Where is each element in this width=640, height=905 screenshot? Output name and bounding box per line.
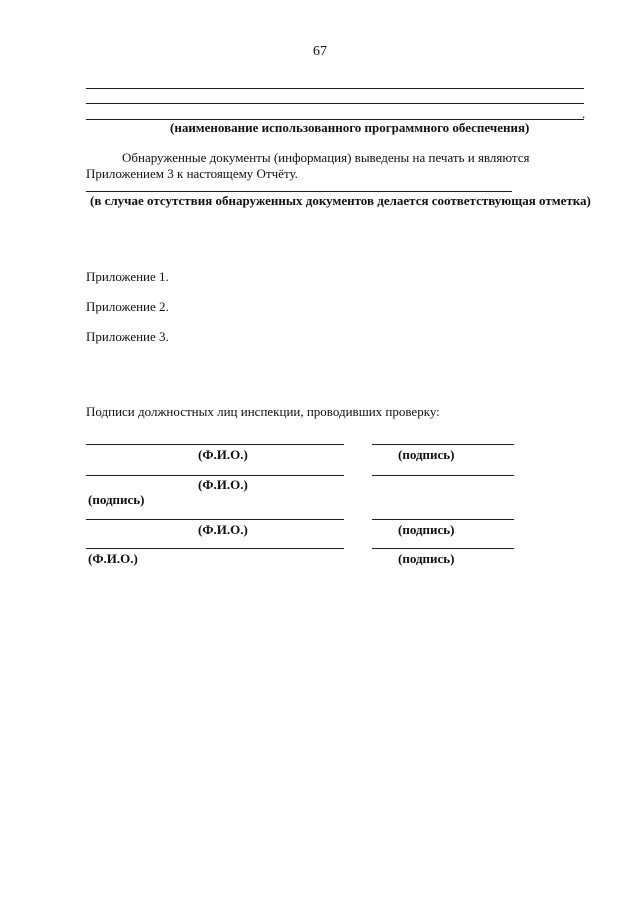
signature-row-4-sign-caption: (подпись) xyxy=(398,551,455,566)
software-line-1 xyxy=(86,88,584,89)
signature-row-1-fio-line xyxy=(86,444,344,445)
software-caption: (наименование использованного программного обеспечения) xyxy=(170,120,530,135)
signature-row-3-fio-caption: (Ф.И.О.) xyxy=(198,522,248,537)
appendix-2: Приложение 2. xyxy=(86,299,169,314)
signature-row-1-fio-caption: (Ф.И.О.) xyxy=(198,447,248,462)
absence-note-caption: (в случае отсутствия обнаруженных документов делается соответствующая отметка) xyxy=(90,193,591,208)
printed-documents-paragraph xyxy=(86,150,588,182)
signature-row-2-sign-line xyxy=(372,475,514,476)
signature-row-4-fio-caption: (Ф.И.О.) xyxy=(88,551,138,566)
page-number: 67 xyxy=(313,44,327,59)
signature-row-2-sign-caption: (подпись) xyxy=(88,492,145,507)
software-line-2 xyxy=(86,103,584,104)
signature-row-4-sign-line xyxy=(372,548,514,549)
signature-row-2-fio-caption: (Ф.И.О.) xyxy=(198,477,248,492)
signatures-heading: Подписи должностных лиц инспекции, проводивших проверку: xyxy=(86,404,440,419)
absence-note-line xyxy=(86,191,512,192)
trailing-dot: . xyxy=(582,106,586,121)
signature-row-1-sign-caption: (подпись) xyxy=(398,447,455,462)
signature-row-3-sign-line xyxy=(372,519,514,520)
appendix-1: Приложение 1. xyxy=(86,269,169,284)
signature-row-2-fio-line xyxy=(86,475,344,476)
signature-row-1-sign-line xyxy=(372,444,514,445)
signature-row-3-fio-line xyxy=(86,519,344,520)
signature-row-3-sign-caption: (подпись) xyxy=(398,522,455,537)
paragraph-line-2: Приложением 3 к настоящему Отчёту. xyxy=(86,166,298,181)
signature-row-4-fio-line xyxy=(86,548,344,549)
appendix-3: Приложение 3. xyxy=(86,329,169,344)
paragraph-line-1: Обнаруженные документы (информация) выведены на печать и являются xyxy=(122,150,530,165)
